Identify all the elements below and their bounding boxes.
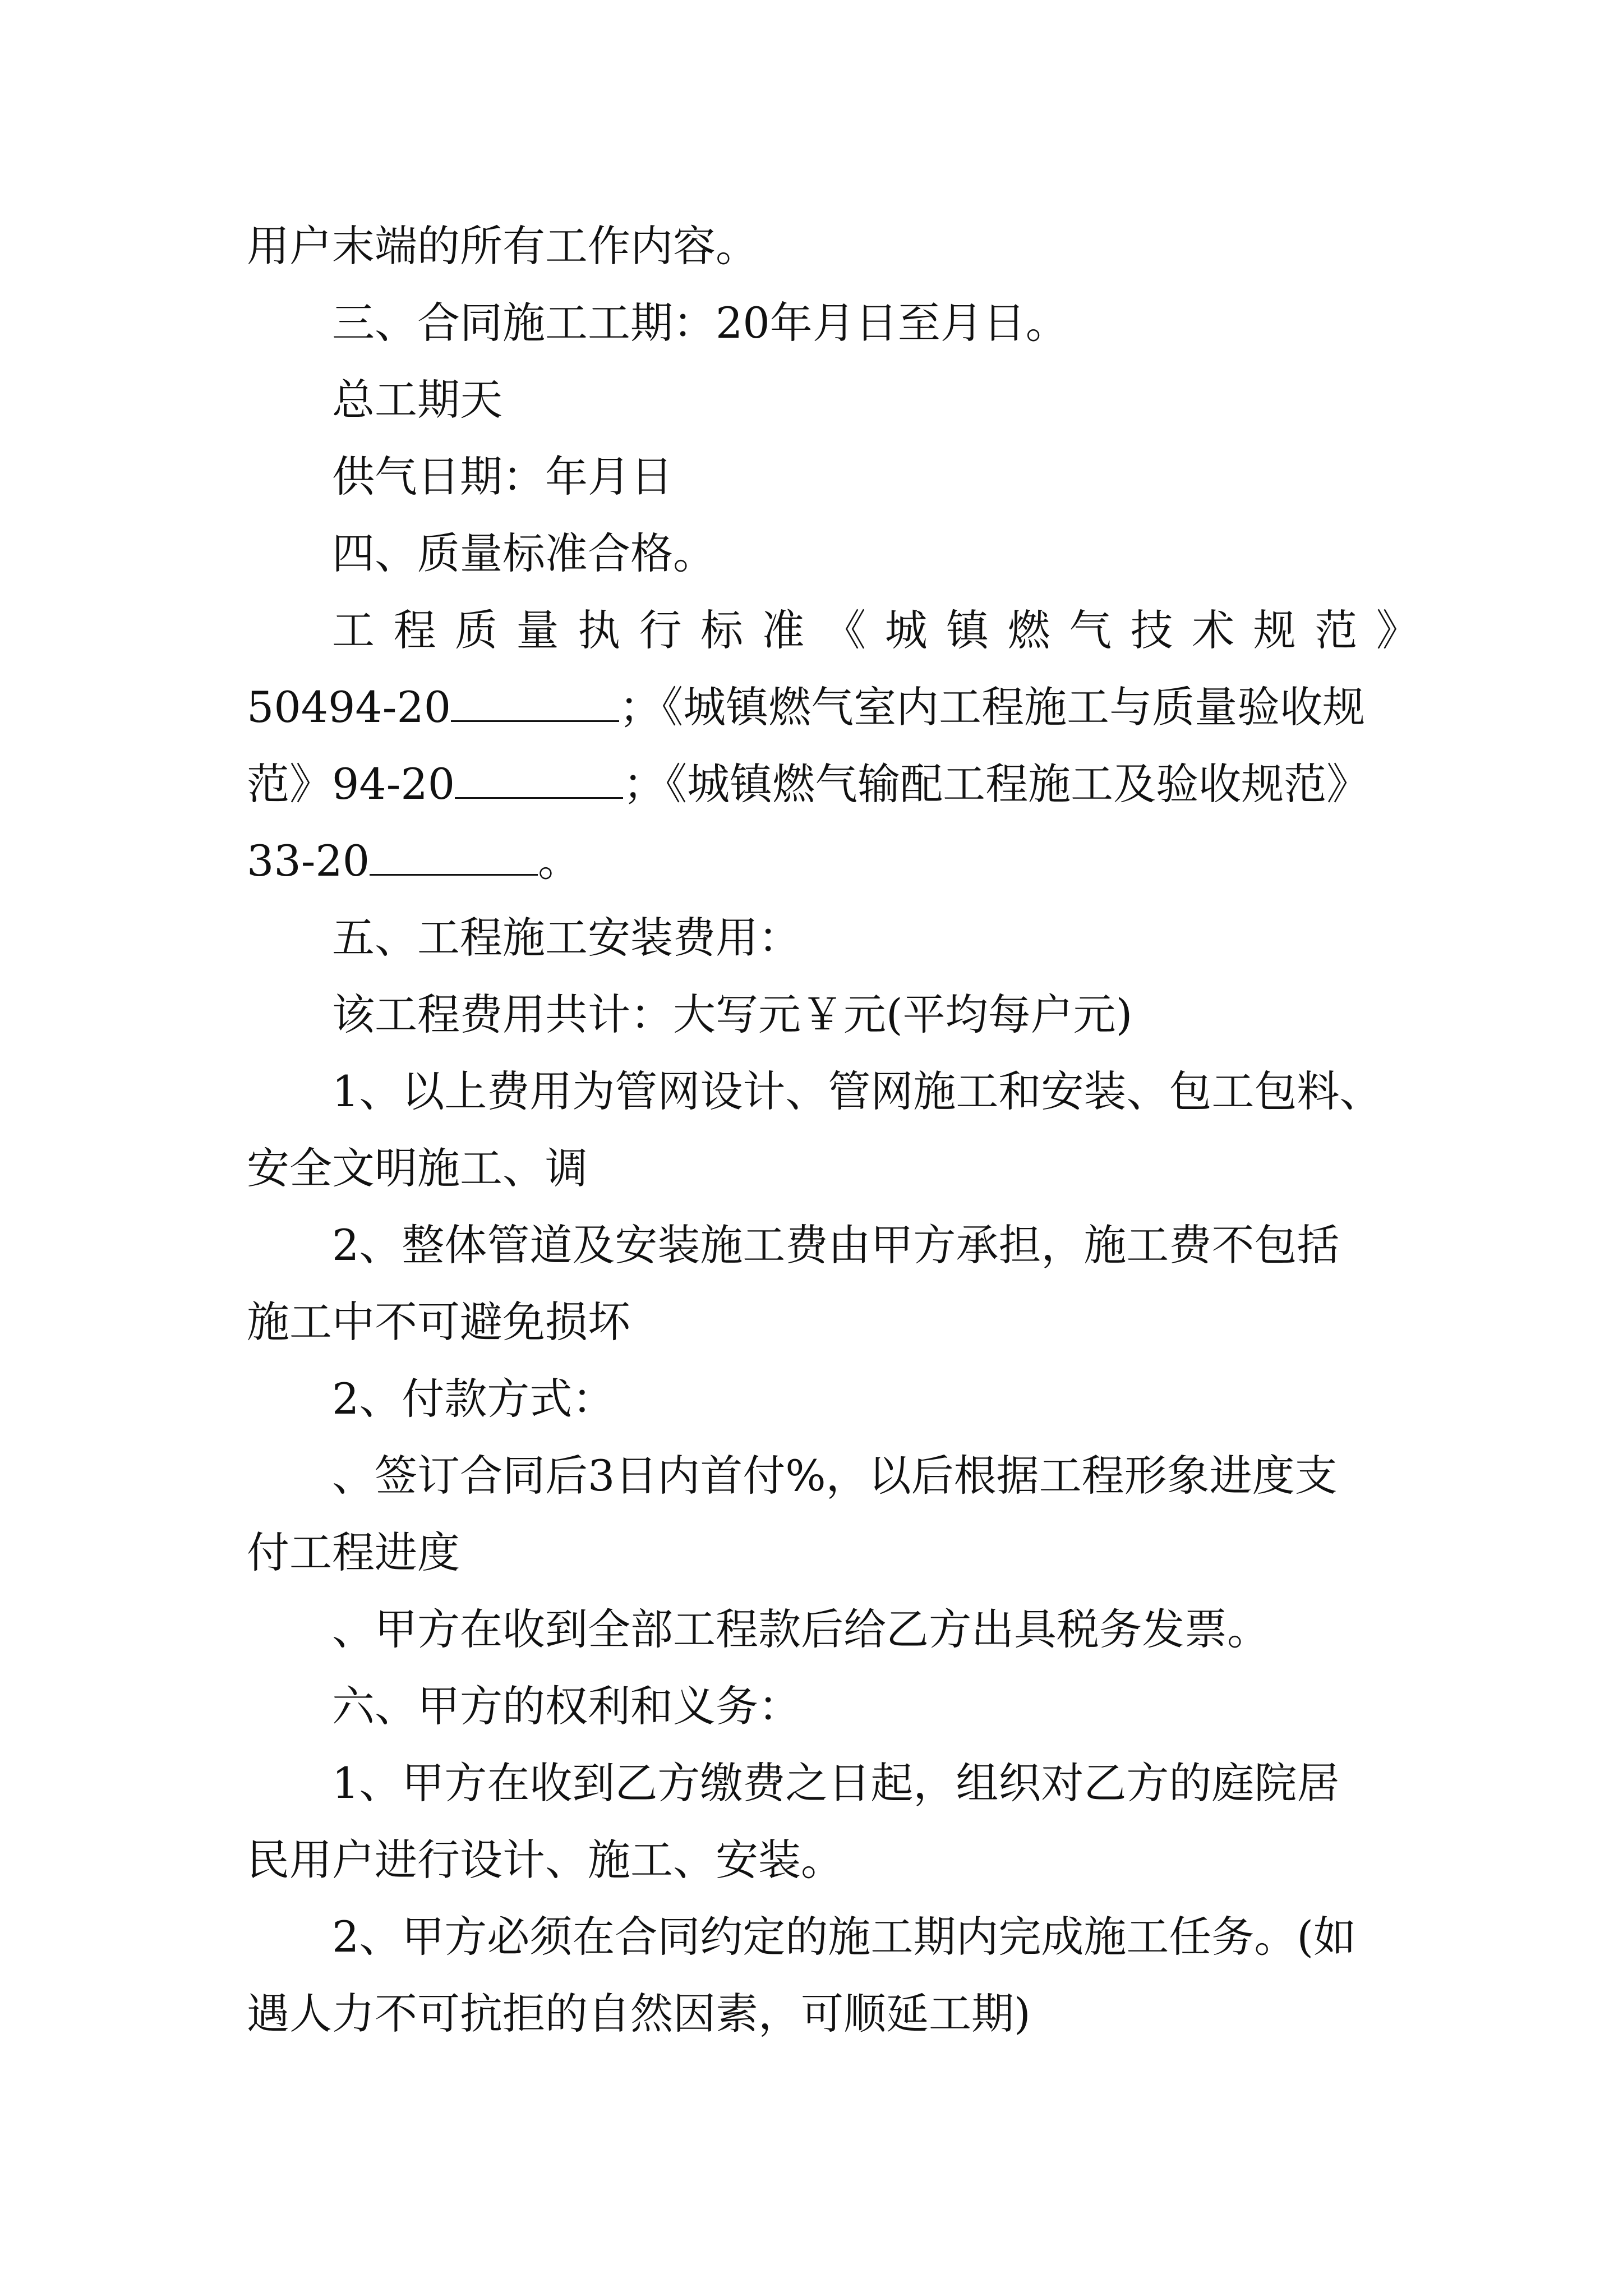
paragraph-line [247,822,1419,899]
justified-char: 准 [762,605,805,655]
paragraph-line: 总工期天 [332,375,502,425]
paragraph-line: 五、工程施工安装费用： [332,913,801,963]
line-end-punctuation: 。 [538,836,581,886]
justified-paragraph-line [247,592,1419,669]
justified-char: 气 [1069,605,1112,655]
paragraph-line: 用户末端的所有工作内容。 [247,221,758,271]
paragraph-line: 供气日期：年月日 [332,452,673,501]
justified-char: 城 [884,605,928,655]
paragraph-line [247,669,1419,746]
paragraph-line: 遇人力不可抗拒的自然因素，可顺延工期) [247,1989,1031,2039]
paragraph-line: 付工程进度 [247,1527,460,1577]
justified-char: 量 [516,605,559,655]
justified-char: 技 [1130,605,1173,655]
standard-code: 33-20 [247,836,370,886]
paragraph-line: 2、甲方必须在合同约定的施工期内完成施工任务。(如 [332,1912,1357,1962]
paragraph-line: 三、合同施工工期：20年月日至月日。 [332,298,1068,348]
paragraph-line: 民用户进行设计、施工、安装。 [247,1835,843,1885]
paragraph-line: 施工中不可避免损坏 [247,1297,630,1347]
paragraph-line: 1、甲方在收到乙方缴费之日起，组织对乙方的庭院居 [332,1758,1340,1808]
paragraph-line: 2、整体管道及安装施工费由甲方承担，施工费不包括 [332,1220,1340,1270]
justified-char: 工 [332,605,375,655]
paragraph-line: 四、质量标准合格。 [332,528,716,578]
justified-char: 质 [455,605,498,655]
justified-char: 标 [700,605,744,655]
paragraph-line: 安全文明施工、调 [247,1143,588,1193]
justified-char: 执 [578,605,621,655]
standard-title: ；《城镇燃气室内工程施工与质量验收规 [619,682,1366,732]
paragraph-line [247,746,1419,822]
standard-code: 50494-20 [247,682,451,732]
justified-char: 程 [393,605,436,655]
justified-char: 燃 [1007,605,1050,655]
justified-char: 》 [1376,605,1419,655]
paragraph-line: 、甲方在收到全部工程款后给乙方出具税务发票。 [332,1604,1270,1654]
paragraph-line: 六、甲方的权利和义务： [332,1681,801,1731]
standard-code: 范》94-20 [247,759,455,809]
document-body [247,208,1419,2052]
paragraph-line: 1、以上费用为管网设计、管网施工和安装、包工包料、 [332,1066,1382,1116]
justified-char: 范 [1315,605,1358,655]
paragraph-line: 该工程费用共计：大写元￥元(平均每户元) [332,990,1133,1039]
fill-in-blank [451,675,619,722]
justified-char: 镇 [946,605,989,655]
paragraph-line: 、签订合同后3日内首付%，以后根据工程形象进度支 [332,1451,1338,1501]
paragraph-line: 2、付款方式： [332,1374,615,1424]
justified-char: 术 [1192,605,1235,655]
fill-in-blank [370,829,538,876]
justified-char: 行 [639,605,682,655]
fill-in-blank [455,752,623,799]
justified-char: 规 [1253,605,1296,655]
justified-char: 《 [823,605,866,655]
standard-title: ；《城镇燃气输配工程施工及验收规范》 [623,759,1370,809]
